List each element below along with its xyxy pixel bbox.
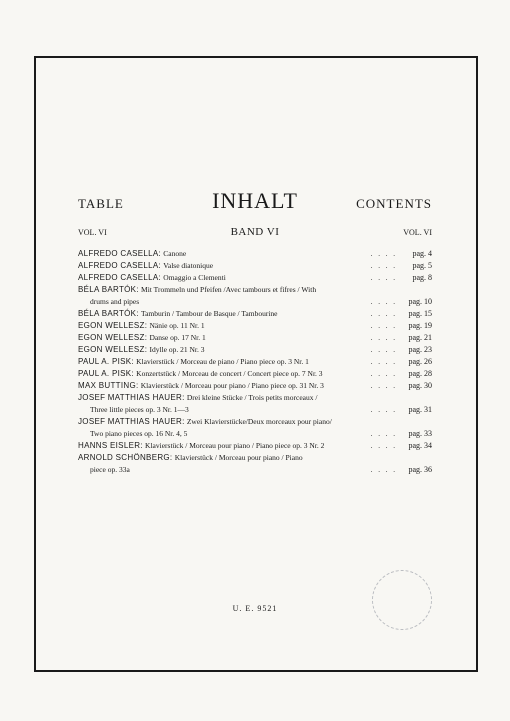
list-item (78, 416, 432, 440)
page-number: pag. 4 (412, 249, 432, 258)
composer-name: PAUL A. PISK: (78, 369, 134, 378)
piece-title: Danse op. 17 Nr. 1 (149, 333, 206, 342)
composer-name: ALFREDO CASELLA: (78, 261, 162, 270)
piece-title: Canone (163, 249, 187, 258)
piece-title: Omaggio a Clementi (163, 273, 226, 282)
entry-text (78, 368, 368, 380)
composer-name: EGON WELLESZ: (78, 345, 148, 354)
leader-dots: . . . . (370, 334, 397, 342)
leader-dots: . . . . (370, 382, 397, 390)
leader-dots: . . . . (370, 466, 397, 474)
page-number: pag. 19 (408, 321, 432, 330)
list-item (78, 392, 432, 416)
composer-name: ALFREDO CASELLA: (78, 249, 162, 258)
piece-title: Tamburin / Tambour de Basque / Tambourine (141, 309, 278, 318)
volume-label-center: BAND VI (230, 226, 280, 238)
page-number: pag. 34 (408, 441, 432, 450)
entry-text (78, 344, 368, 356)
composer-name: MAX BUTTING: (78, 381, 139, 390)
leader-dots: . . . . (370, 250, 397, 258)
list-item (78, 320, 432, 332)
list-item (78, 440, 432, 452)
leader-dots: . . . . (370, 346, 397, 354)
composer-name: BÉLA BARTÓK: (78, 285, 139, 294)
list-item (78, 248, 432, 260)
leader-dots: . . . . (370, 358, 397, 366)
page-number: pag. 5 (412, 261, 432, 270)
entry-text (78, 320, 368, 332)
entry-text (78, 440, 368, 452)
entry-text (78, 452, 368, 476)
header-table: TABLE (78, 196, 124, 211)
page-number: pag. 8 (412, 273, 432, 282)
entry-text (78, 272, 368, 284)
piece-title: Drei kleine Stücke / Trois petits morceaux / (186, 393, 318, 402)
piece-title: Nänie op. 11 Nr. 1 (149, 321, 205, 330)
leader-dots: . . . . (370, 370, 397, 378)
page-number: pag. 21 (408, 333, 432, 342)
composer-name: EGON WELLESZ: (78, 321, 148, 330)
entry-text (78, 416, 368, 440)
leader-dots: . . . . (370, 430, 397, 438)
list-item (78, 380, 432, 392)
page-number: pag. 23 (408, 345, 432, 354)
page-number: pag. 28 (408, 369, 432, 378)
list-item (78, 284, 432, 308)
composer-name: JOSEF MATTHIAS HAUER: (78, 417, 185, 426)
list-item (78, 308, 432, 320)
volume-label-right: VOL. VI (403, 228, 432, 237)
piece-title: Zwei Klavierstücke/Deux morceaux pour piano/ (186, 417, 332, 426)
piece-title: Valse diatonique (163, 261, 214, 270)
list-item (78, 368, 432, 380)
leader-dots: . . . . (370, 322, 397, 330)
page-number: pag. 33 (408, 429, 432, 438)
header-contents: CONTENTS (356, 196, 432, 211)
page-number: pag. 26 (408, 357, 432, 366)
entry-text (78, 260, 368, 272)
entry-text (78, 308, 368, 320)
list-item (78, 344, 432, 356)
contents-list (78, 248, 432, 476)
piece-title: Klavierstück / Morceau pour piano / Piano piece op. 31 Nr. 3 (140, 381, 324, 390)
piece-title-continued: Two piano pieces op. 16 Nr. 4, 5 (90, 429, 188, 438)
composer-name: EGON WELLESZ: (78, 333, 148, 342)
piece-title: Mit Trommeln und Pfeifen /Avec tambours et fifres / With (141, 285, 317, 294)
page-number: pag. 15 (408, 309, 432, 318)
composer-name: HANNS EISLER: (78, 441, 143, 450)
entry-text (78, 284, 368, 308)
leader-dots: . . . . (370, 274, 397, 282)
entry-text (78, 392, 368, 416)
piece-title: Idylle op. 21 Nr. 3 (149, 345, 205, 354)
piece-title-continued: piece op. 33a (90, 465, 130, 474)
composer-name: BÉLA BARTÓK: (78, 309, 139, 318)
leader-dots: . . . . (370, 262, 397, 270)
composer-name: PAUL A. PISK: (78, 357, 134, 366)
piece-title: Klavierstück / Morceau de piano / Piano piece op. 3 Nr. 1 (136, 357, 309, 366)
list-item (78, 452, 432, 476)
catalog-number: U. E. 9521 (232, 604, 278, 613)
volume-label-left: VOL. VI (78, 228, 107, 237)
list-item (78, 272, 432, 284)
list-item (78, 260, 432, 272)
piece-title-continued: drums and pipes (90, 297, 140, 306)
entry-text (78, 332, 368, 344)
entry-text (78, 248, 368, 260)
leader-dots: . . . . (370, 298, 397, 306)
header-inhalt: INHALT (212, 188, 298, 213)
entry-text (78, 356, 368, 368)
leader-dots: . . . . (370, 310, 397, 318)
entry-text (78, 380, 368, 392)
piece-title: Klavierstück / Morceau pour piano / Piano (174, 453, 303, 462)
page-number: pag. 10 (408, 297, 432, 306)
page-number: pag. 31 (408, 405, 432, 414)
list-item (78, 356, 432, 368)
piece-title: Konzertstück / Morceau de concert / Concert piece op. 7 Nr. 3 (136, 369, 323, 378)
composer-name: ARNOLD SCHÖNBERG: (78, 453, 173, 462)
page-number: pag. 36 (408, 465, 432, 474)
composer-name: JOSEF MATTHIAS HAUER: (78, 393, 185, 402)
composer-name: ALFREDO CASELLA: (78, 273, 162, 282)
leader-dots: . . . . (370, 406, 397, 414)
piece-title-continued: Three little pieces op. 3 Nr. 1—3 (90, 405, 189, 414)
leader-dots: . . . . (370, 442, 397, 450)
piece-title: Klavierstück / Morceau pour piano / Piano piece op. 3 Nr. 2 (145, 441, 325, 450)
page-number: pag. 30 (408, 381, 432, 390)
list-item (78, 332, 432, 344)
